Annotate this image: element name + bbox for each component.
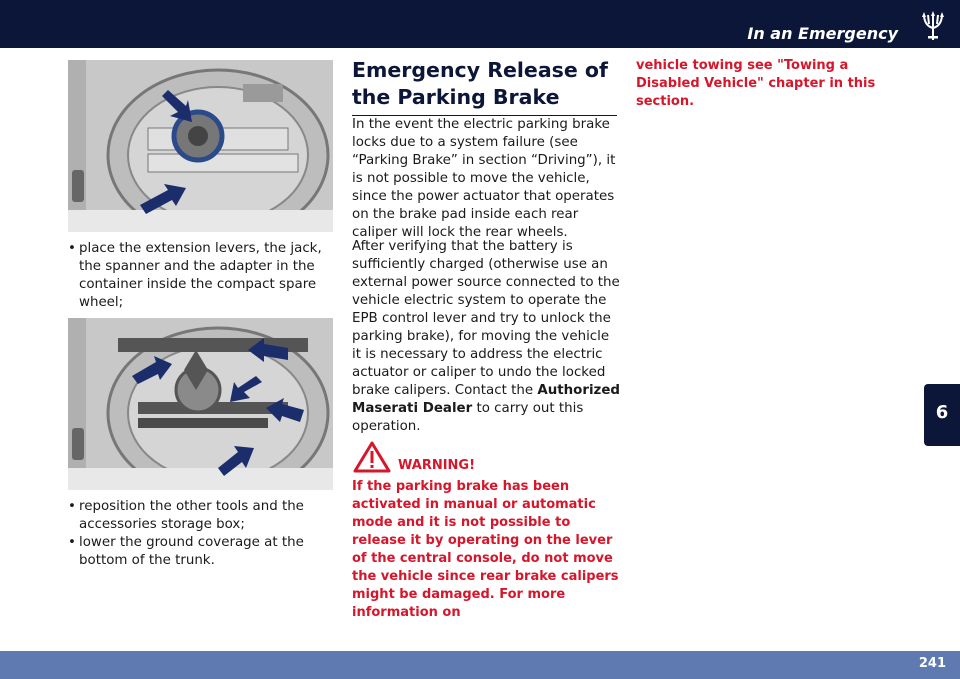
chapter-tab: [924, 384, 960, 446]
page-number: 241: [918, 656, 946, 671]
paragraph-intro: In the event the electric parking brake locks due to a system failure (see “Parking Brake” in section “Driving”), it is not possible to move the vehicle, since the power actuator that operates on the brake pad inside each rear caliper will lock the rear wheels.: [352, 117, 616, 240]
trident-logo-icon: [918, 10, 948, 44]
page-header: [0, 0, 960, 48]
page-footer: [0, 651, 960, 679]
list-item: • reposition the other tools and the accessories storage box;: [68, 498, 338, 534]
spare-wheel-figure-2: [68, 318, 333, 490]
instruction-list-1: [68, 240, 338, 312]
list-item: • lower the ground coverage at the bottom of the trunk.: [68, 534, 338, 570]
paragraph-text: After verifying that the battery is sufficiently charged (otherwise use an external power source connected to the vehicle electric system to operate the EPB control lever and try to unlock the parking brake), for moving the vehicle it is necessary to address the electric actuator or caliper to undo the locked brake calipers. Contact the: [352, 239, 620, 398]
chapter-number: 6: [935, 402, 949, 423]
list-item: • place the extension levers, the jack, the spanner and the adapter in the container inside the compact spare wheel;: [68, 240, 338, 312]
dealer-emphasis: Authorized Maserati Dealer: [352, 383, 621, 416]
section-heading: Emergency Release of the Parking Brake: [352, 57, 617, 116]
paragraph-procedure: [352, 238, 620, 436]
warning-text-continued: vehicle towing see "Towing a Disabled Vehicle" chapter in this section.: [636, 58, 876, 109]
warning-label: WARNING!: [398, 458, 476, 473]
spare-wheel-figure-1: [68, 60, 333, 232]
paragraph-text: to carry out this operation.: [352, 401, 584, 434]
warning-text: If the parking brake has been activated in manual or automatic mode and it is not possible to release it by operating on the lever of the central console, do not move the vehicle since rear brake calipers might be damaged. For more information on: [352, 479, 619, 620]
instruction-list-2: [68, 498, 338, 570]
chapter-title: In an Emergency: [747, 24, 898, 43]
warning-triangle-icon: [352, 440, 392, 474]
